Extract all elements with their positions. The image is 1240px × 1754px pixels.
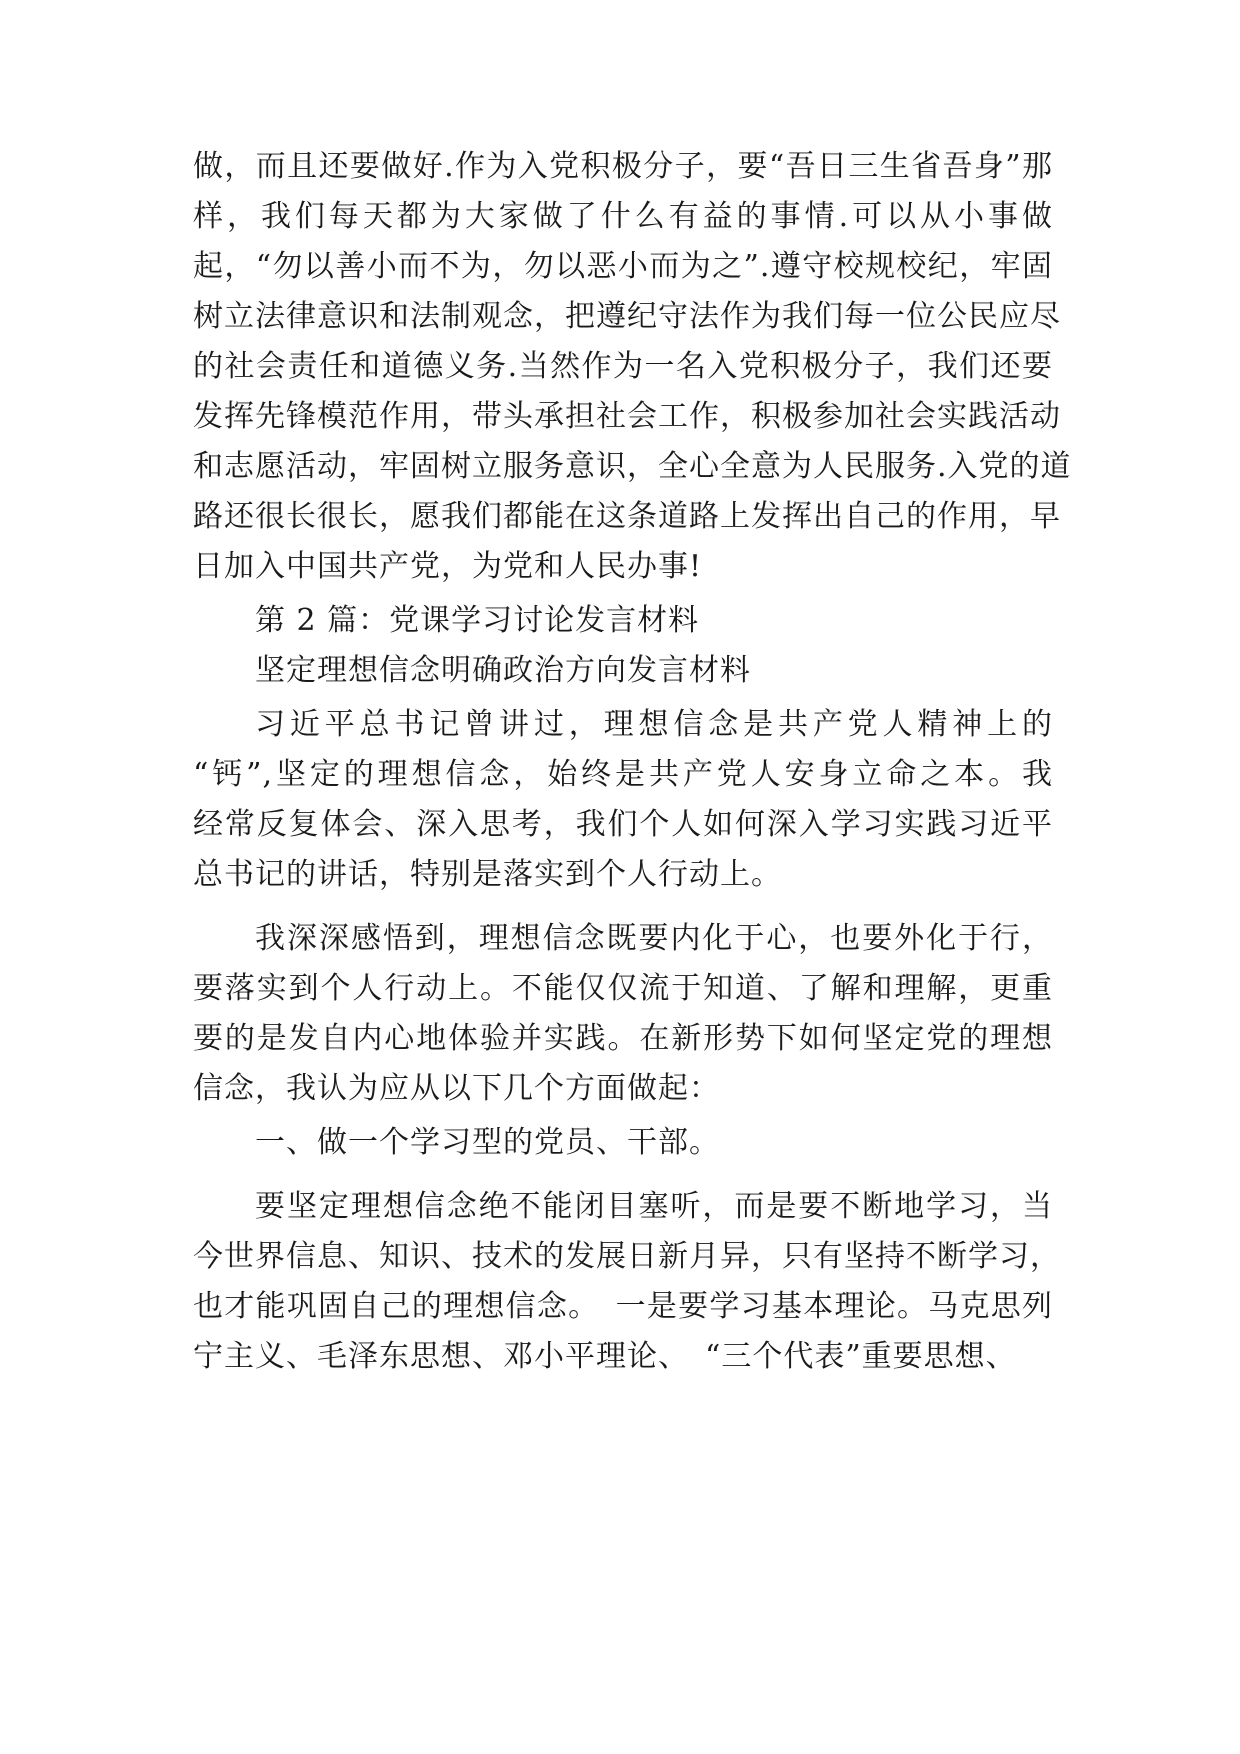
document-subtitle: 坚定理想信念明确政治方向发言材料 bbox=[255, 653, 751, 688]
text-line: 的社会责任和道德义务.当然作为一名入党积极分子，我们还要 bbox=[193, 349, 1053, 384]
document-body bbox=[193, 142, 1072, 1382]
paragraph-gap bbox=[193, 900, 1053, 914]
text-line: “钙”,坚定的理想信念，始终是共产党人安身立命之本。我 bbox=[193, 757, 1053, 792]
text-line: 我深深感悟到，理想信念既要内化于心，也要外化于行， bbox=[255, 921, 1053, 956]
text-line: 发挥先锋模范作用，带头承担社会工作，积极参加社会实践活动 bbox=[193, 399, 1061, 434]
text-line: 信念，我认为应从以下几个方面做起： bbox=[193, 1071, 720, 1106]
paragraph-learning bbox=[193, 1182, 1061, 1382]
text-line: 要的是发自内心地体验并实践。在新形势下如何坚定党的理想 bbox=[193, 1021, 1053, 1056]
text-line: 和志愿活动，牢固树立服务意识，全心全意为人民服务.入党的道 bbox=[193, 449, 1072, 484]
text-line: 也才能巩固自己的理想信念。 一是要学习基本理论。马克思列 bbox=[193, 1289, 1053, 1324]
paragraph-continuation bbox=[193, 142, 1072, 592]
text-line: 要坚定理想信念绝不能闭目塞听，而是要不断地学习，当 bbox=[255, 1189, 1053, 1224]
point-one-heading: 一、做一个学习型的党员、干部。 bbox=[255, 1125, 720, 1160]
text-line: 习近平总书记曾讲过，理想信念是共产党人精神上的 bbox=[255, 707, 1053, 742]
text-line: 宁主义、毛泽东思想、邓小平理论、 “三个代表”重要思想、 bbox=[193, 1339, 1017, 1374]
text-line: 树立法律意识和法制观念，把遵纪守法作为我们每一位公民应尽 bbox=[193, 299, 1061, 334]
paragraph-gap bbox=[193, 1168, 1053, 1182]
text-line: 起，“勿以善小而不为，勿以恶小而为之”.遵守校规校纪，牢固 bbox=[193, 249, 1053, 284]
text-line: 样，我们每天都为大家做了什么有益的事情.可以从小事做 bbox=[193, 199, 1053, 234]
text-line: 日加入中国共产党，为党和人民办事! bbox=[193, 549, 703, 584]
text-line: 做，而且还要做好.作为入党积极分子，要“吾日三生省吾身”那 bbox=[193, 149, 1053, 184]
paragraph-insight bbox=[193, 914, 1053, 1114]
text-line: 今世界信息、知识、技术的发展日新月异，只有坚持不断学习， bbox=[193, 1239, 1061, 1274]
text-line: 总书记的讲话，特别是落实到个人行动上。 bbox=[193, 857, 782, 892]
text-line: 经常反复体会、深入思考，我们个人如何深入学习实践习近平 bbox=[193, 807, 1053, 842]
text-line: 路还很长很长，愿我们都能在这条道路上发挥出自己的作用，早 bbox=[193, 499, 1061, 534]
text-line: 要落实到个人行动上。不能仅仅流于知道、了解和理解，更重 bbox=[193, 971, 1053, 1006]
section-title: 第 2 篇：党课学习讨论发言材料 bbox=[255, 603, 700, 638]
paragraph-intro bbox=[193, 700, 1053, 900]
